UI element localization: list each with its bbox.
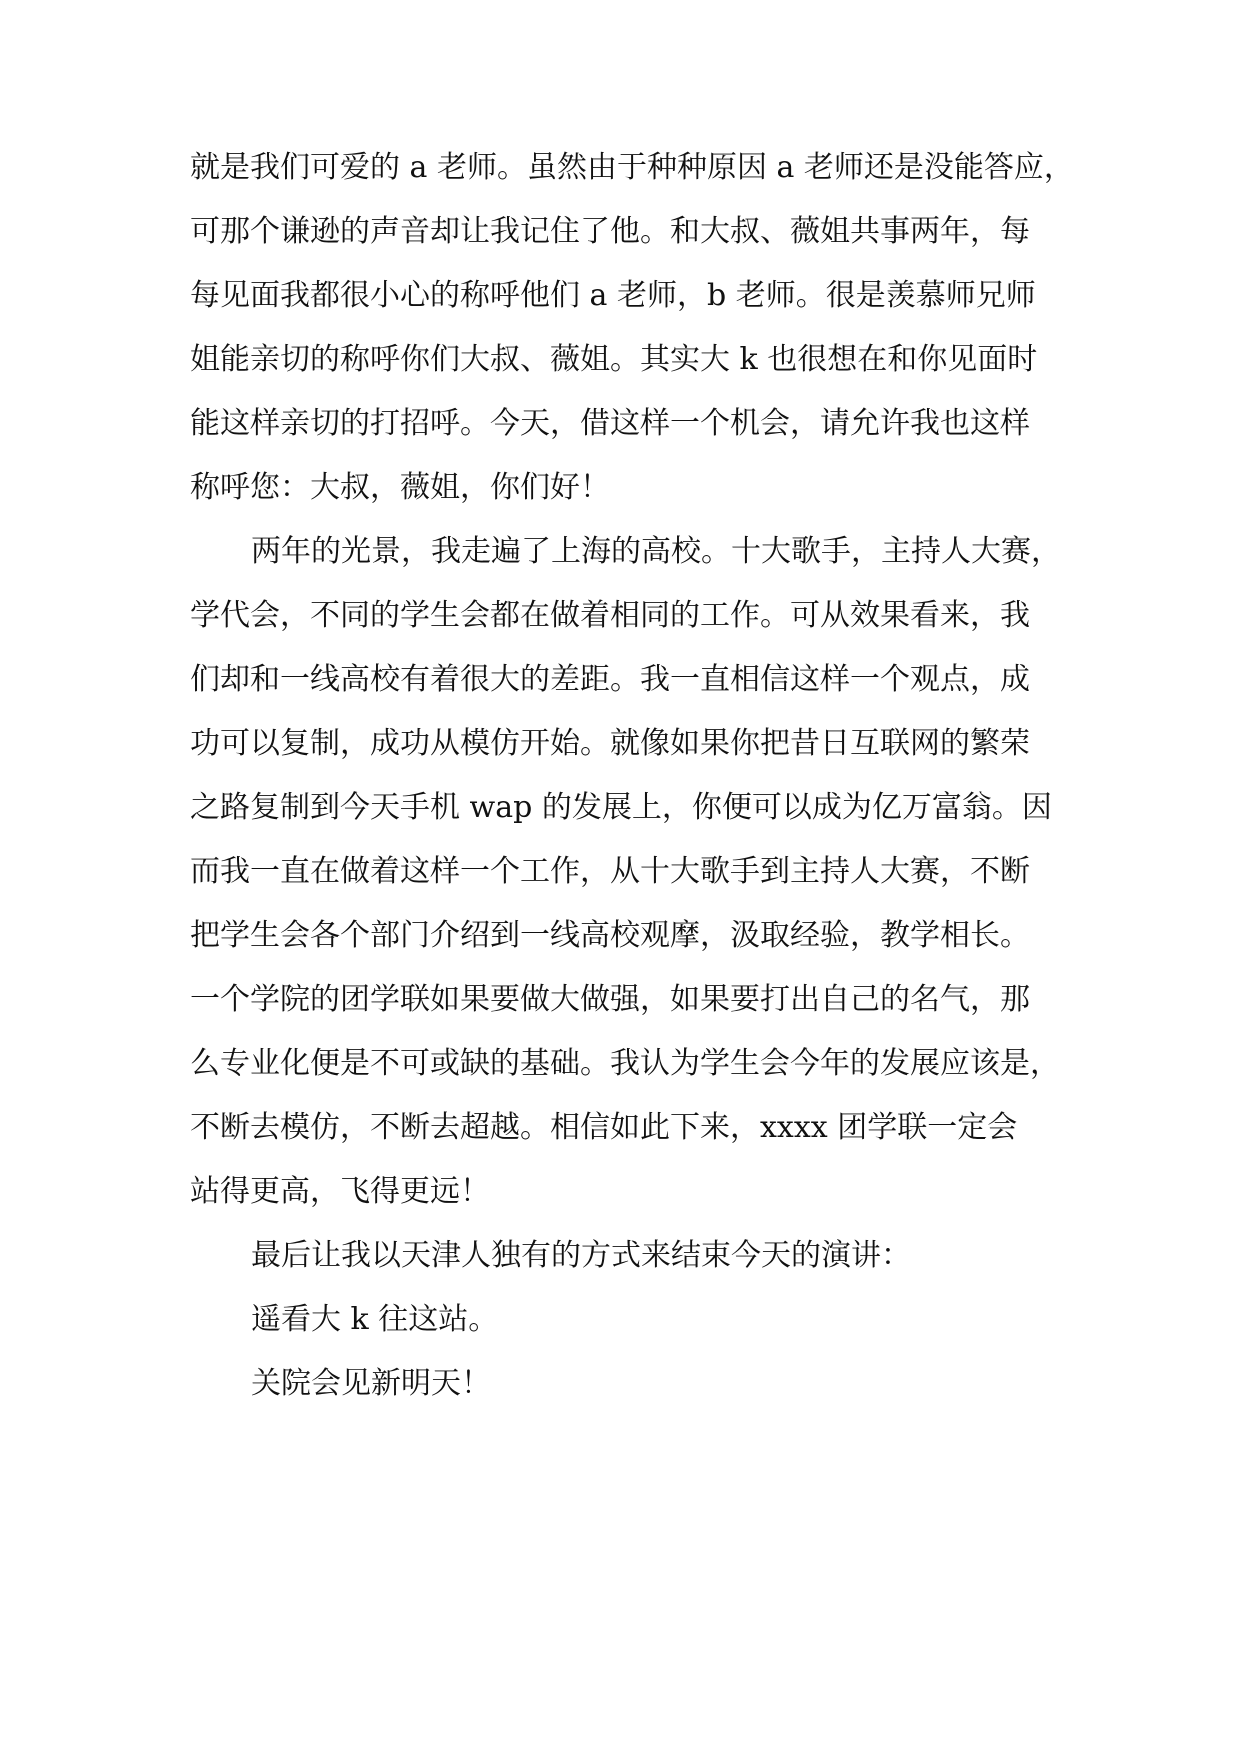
text-line: 就是我们可爱的 a 老师。虽然由于种种原因 a 老师还是没能答应， <box>190 150 1074 185</box>
text-line: 遥看大 k 往这站。 <box>251 1302 499 1337</box>
text-line: 每见面我都很小心的称呼他们 a 老师，b 老师。很是羡慕师兄师 <box>190 278 1036 313</box>
text-line: 关院会见新明天！ <box>251 1366 491 1401</box>
text-line: 站得更高，飞得更远！ <box>190 1174 490 1209</box>
text-line: 不断去模仿，不断去超越。相信如此下来，xxxx 团学联一定会 <box>190 1110 1018 1145</box>
text-line: 么专业化便是不可或缺的基础。我认为学生会今年的发展应该是， <box>190 1046 1060 1081</box>
text-line: 学代会，不同的学生会都在做着相同的工作。可从效果看来，我 <box>190 598 1030 633</box>
text-line: 们却和一线高校有着很大的差距。我一直相信这样一个观点，成 <box>190 662 1030 697</box>
text-line: 一个学院的团学联如果要做大做强，如果要打出自己的名气，那 <box>190 982 1030 1017</box>
text-line: 能这样亲切的打招呼。今天，借这样一个机会，请允许我也这样 <box>190 406 1030 441</box>
text-line: 而我一直在做着这样一个工作，从十大歌手到主持人大赛，不断 <box>190 854 1030 889</box>
text-line: 可那个谦逊的声音却让我记住了他。和大叔、薇姐共事两年，每 <box>190 214 1030 249</box>
text-line: 最后让我以天津人独有的方式来结束今天的演讲： <box>251 1238 911 1273</box>
text-line: 把学生会各个部门介绍到一线高校观摩，汲取经验，教学相长。 <box>190 918 1030 953</box>
text-line: 功可以复制，成功从模仿开始。就像如果你把昔日互联网的繁荣 <box>190 726 1030 761</box>
text-line: 两年的光景，我走遍了上海的高校。十大歌手，主持人大赛， <box>251 534 1061 569</box>
text-line: 姐能亲切的称呼你们大叔、薇姐。其实大 k 也很想在和你见面时 <box>190 342 1038 377</box>
text-line: 称呼您：大叔，薇姐，你们好！ <box>190 470 610 505</box>
text-line: 之路复制到今天手机 wap 的发展上，你便可以成为亿万富翁。因 <box>190 790 1052 825</box>
